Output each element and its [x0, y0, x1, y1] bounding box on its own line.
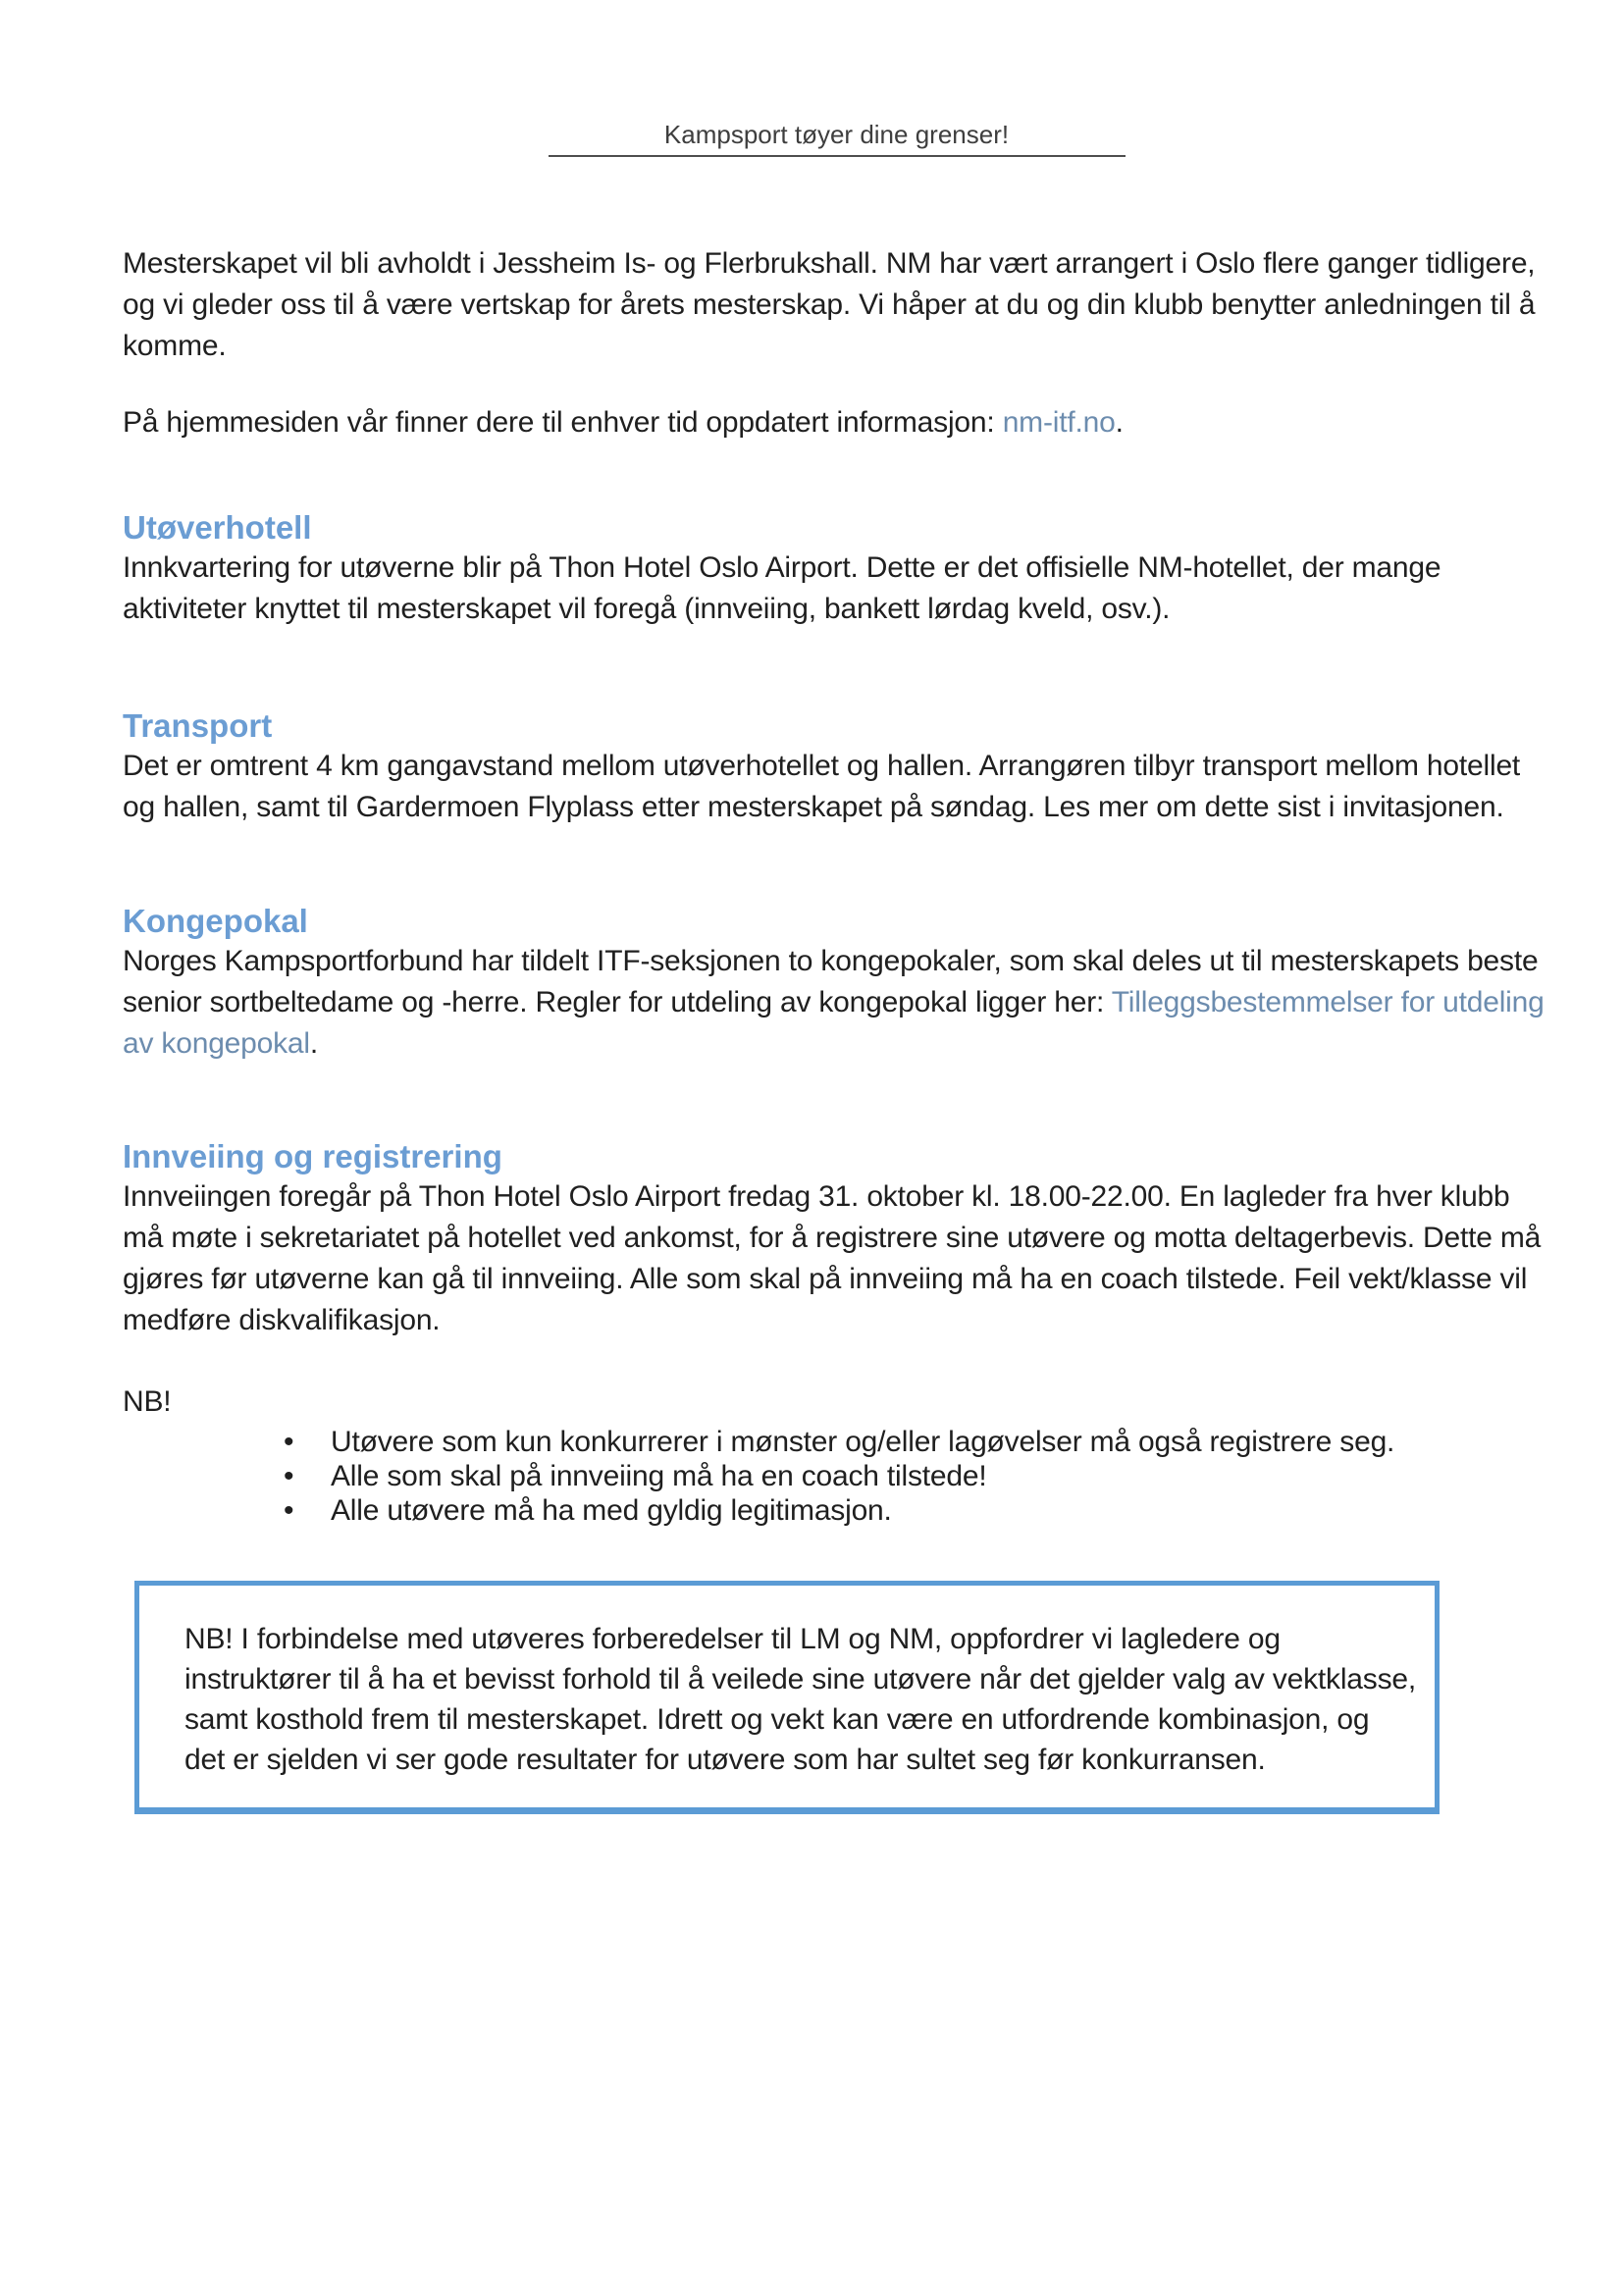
section-body-kongepokal [123, 941, 1550, 1065]
website-paragraph-suffix: . [1115, 406, 1124, 439]
notice-box [134, 1581, 1440, 1814]
section-title-transport: Transport [123, 707, 273, 744]
section-innveiing [123, 1137, 1550, 1341]
website-link[interactable]: nm-itf.no [1002, 406, 1116, 439]
website-paragraph-text: På hjemmesiden vår finner dere til enhver tid oppdatert informasjon: [123, 406, 1003, 439]
website-paragraph [123, 402, 1550, 443]
section-utoverhotell [123, 508, 1550, 630]
section-title-utoverhotell: Utøverhotell [123, 509, 312, 546]
section-body-transport: Det er omtrent 4 km gangavstand mellom utøverhotellet og hallen. Arrangøren tilbyr transport mellom hotellet og hallen, samt til Gardermoen Flyplass etter mesterskapet på søndag. Les mer om dette sist i invitasjonen. [123, 750, 1521, 823]
section-kongepokal [123, 902, 1550, 1065]
intro-paragraph: Mesterskapet vil bli avholdt i Jessheim Is- og Flerbrukshall. NM har vært arrangert i Oslo flere ganger tidligere, og vi gleder oss til å være vertskap for årets mesterskap. Vi håper at du og din klubb benytter anledningen til å komme. [123, 247, 1536, 362]
bullet-item-legitimasjon: • Alle utøvere må ha med gyldig legitimasjon. [284, 1493, 1550, 1528]
kongepokal-rules-link[interactable]: Tilleggsbestemmelser for utdeling av kongepokal [123, 986, 1545, 1060]
section-body-innveiing: Innveiingen foregår på Thon Hotel Oslo Airport fredag 31. oktober kl. 18.00-22.00. En lagleder fra hver klubb må møte i sekretariatet på hotellet ved ankomst, for å registrere sine utøvere og motta deltagerbevis. Dette må gjøres før utøverne kan gå til innveiing. Alle som skal på innveiing må ha en coach tilstede. Feil vekt/klasse vil medføre diskvalifikasjon. [123, 1180, 1542, 1336]
section-body-utoverhotell: Innkvartering for utøverne blir på Thon Hotel Oslo Airport. Dette er det offisielle NM-hotellet, der mange aktiviteter knyttet til mesterskapet vil foregå (innveiing, bankett lørdag kveld, osv.). [123, 551, 1441, 625]
page-header-tagline: Kampsport tøyer dine grenser! [549, 120, 1126, 157]
nb-label: NB! [123, 1385, 172, 1418]
kongepokal-body-suffix: . [309, 1027, 319, 1060]
nb-bullet-list [284, 1425, 1550, 1528]
section-transport [123, 706, 1550, 828]
bullet-item-coach: • Alle som skal på innveiing må ha en coach tilstede! [284, 1459, 1550, 1493]
bullet-item-registrering: • Utøvere som kun konkurrerer i mønster og/eller lagøvelser må også registrere seg. [284, 1425, 1550, 1459]
page-header [123, 0, 1550, 157]
notice-box-text: NB! I forbindelse med utøveres forberedelser til LM og NM, oppfordrer vi lagledere og instruktører til å ha et bevisst forhold til å veilede sine utøvere når det gjelder valg av vektklasse, samt kosthold frem til mesterskapet. Idrett og vekt kan være en utfordrende kombinasjon, og det er sjelden vi ser gode resultater for utøvere som har sultet seg før konkurransen. [184, 1623, 1417, 1776]
section-title-kongepokal: Kongepokal [123, 903, 308, 939]
section-title-innveiing: Innveiing og registrering [123, 1138, 502, 1174]
kongepokal-body-text: Norges Kampsportforbund har tildelt ITF-seksjonen to kongepokaler, som skal deles ut til mesterskapets beste senior sortbeltedame og -herre. Regler for utdeling av kongepokal ligger her: [123, 945, 1539, 1018]
